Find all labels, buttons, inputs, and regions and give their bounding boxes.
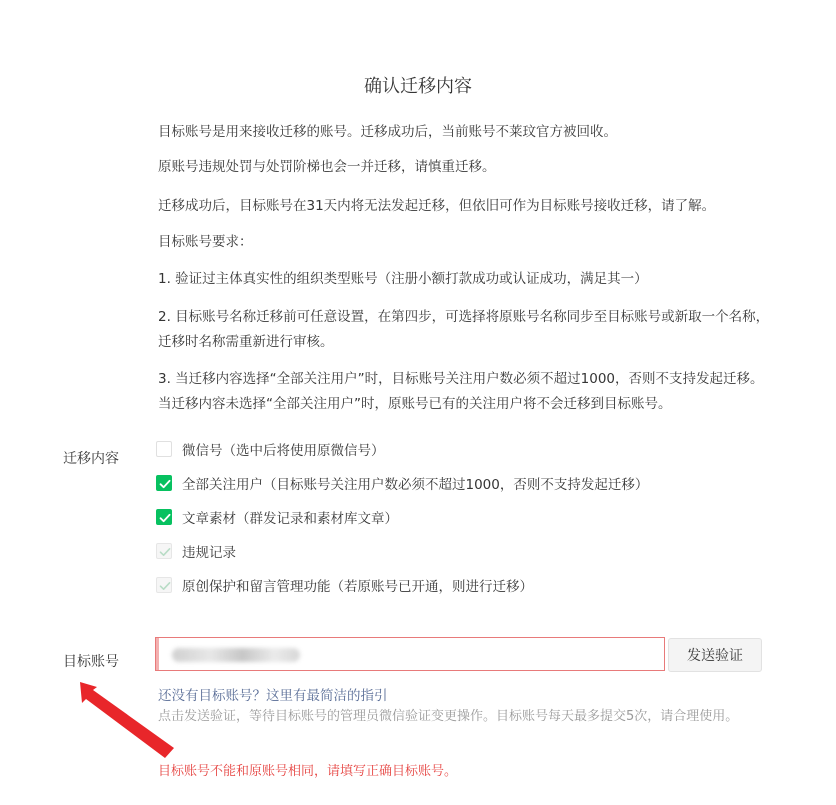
send-verification-button[interactable]: 发送验证: [668, 638, 762, 672]
check-icon: [157, 578, 173, 594]
target-account-label: 目标账号: [63, 654, 119, 670]
input-error-bar: [156, 638, 159, 670]
option-all-followers[interactable]: [156, 474, 648, 492]
checkbox-disabled-checked: [156, 543, 172, 559]
option-article-materials[interactable]: [156, 508, 398, 526]
requirement-2: 2. 目标账号名称迁移前可任意设置，在第四步，可选择将原账号名称同步至目标账号或新取一个名称，迁移时名称需重新进行审核。: [158, 309, 770, 350]
error-message: 目标账号不能和原账号相同，请填写正确目标账号。: [158, 764, 458, 779]
option-label: 原创保护和留言管理功能（若原账号已开通，则进行迁移）: [182, 579, 533, 595]
check-icon: [157, 476, 173, 492]
target-account-input[interactable]: [155, 637, 665, 671]
requirement-3: 3. 当迁移内容选择“全部关注用户”时，目标账号关注用户数必须不超过1000，否则不支持发起迁移。当迁移内容未选择“全部关注用户”时，原账号已有的关注用户将不会迁移到目标账号。: [158, 371, 764, 412]
checkbox-unchecked[interactable]: [156, 441, 172, 457]
no-account-guide-link[interactable]: 还没有目标账号？这里有最简洁的指引: [158, 688, 388, 704]
option-label: 微信号（选中后将使用原微信号）: [182, 443, 385, 459]
intro-paragraph-3: 迁移成功后，目标账号在31天内将无法发起迁移，但依旧可作为目标账号接收迁移，请了解。: [158, 198, 716, 214]
intro-paragraph-1: 目标账号是用来接收迁移的账号。迁移成功后，当前账号不莱玟官方被回收。: [158, 124, 617, 140]
checkbox-disabled-checked: [156, 577, 172, 593]
migrate-content-label: 迁移内容: [63, 451, 119, 467]
requirements-heading: 目标账号要求：: [158, 234, 253, 250]
option-wechat-id[interactable]: [156, 440, 385, 458]
checkbox-checked[interactable]: [156, 509, 172, 525]
option-violation-records: [156, 542, 236, 560]
option-label: 文章素材（群发记录和素材库文章）: [182, 511, 398, 527]
check-icon: [157, 544, 173, 560]
requirement-1: 1. 验证过主体真实性的组织类型账号（注册小额打款成功或认证成功，满足其一）: [158, 271, 648, 287]
blurred-account-value: [172, 648, 300, 662]
option-label: 全部关注用户（目标账号关注用户数必须不超过1000，否则不支持发起迁移）: [182, 477, 649, 493]
page-title: 确认迁移内容: [364, 76, 472, 97]
intro-paragraph-2: 原账号违规处罚与处罚阶梯也会一并迁移，请慎重迁移。: [158, 159, 496, 175]
annotation-arrow-icon: [78, 680, 178, 760]
option-label: 违规记录: [182, 545, 236, 561]
checkbox-checked[interactable]: [156, 475, 172, 491]
option-original-protection: [156, 576, 533, 594]
verification-hint: 点击发送验证，等待目标账号的管理员微信验证变更操作。目标账号每天最多提交5次，请合理使用。: [158, 709, 739, 724]
check-icon: [157, 510, 173, 526]
